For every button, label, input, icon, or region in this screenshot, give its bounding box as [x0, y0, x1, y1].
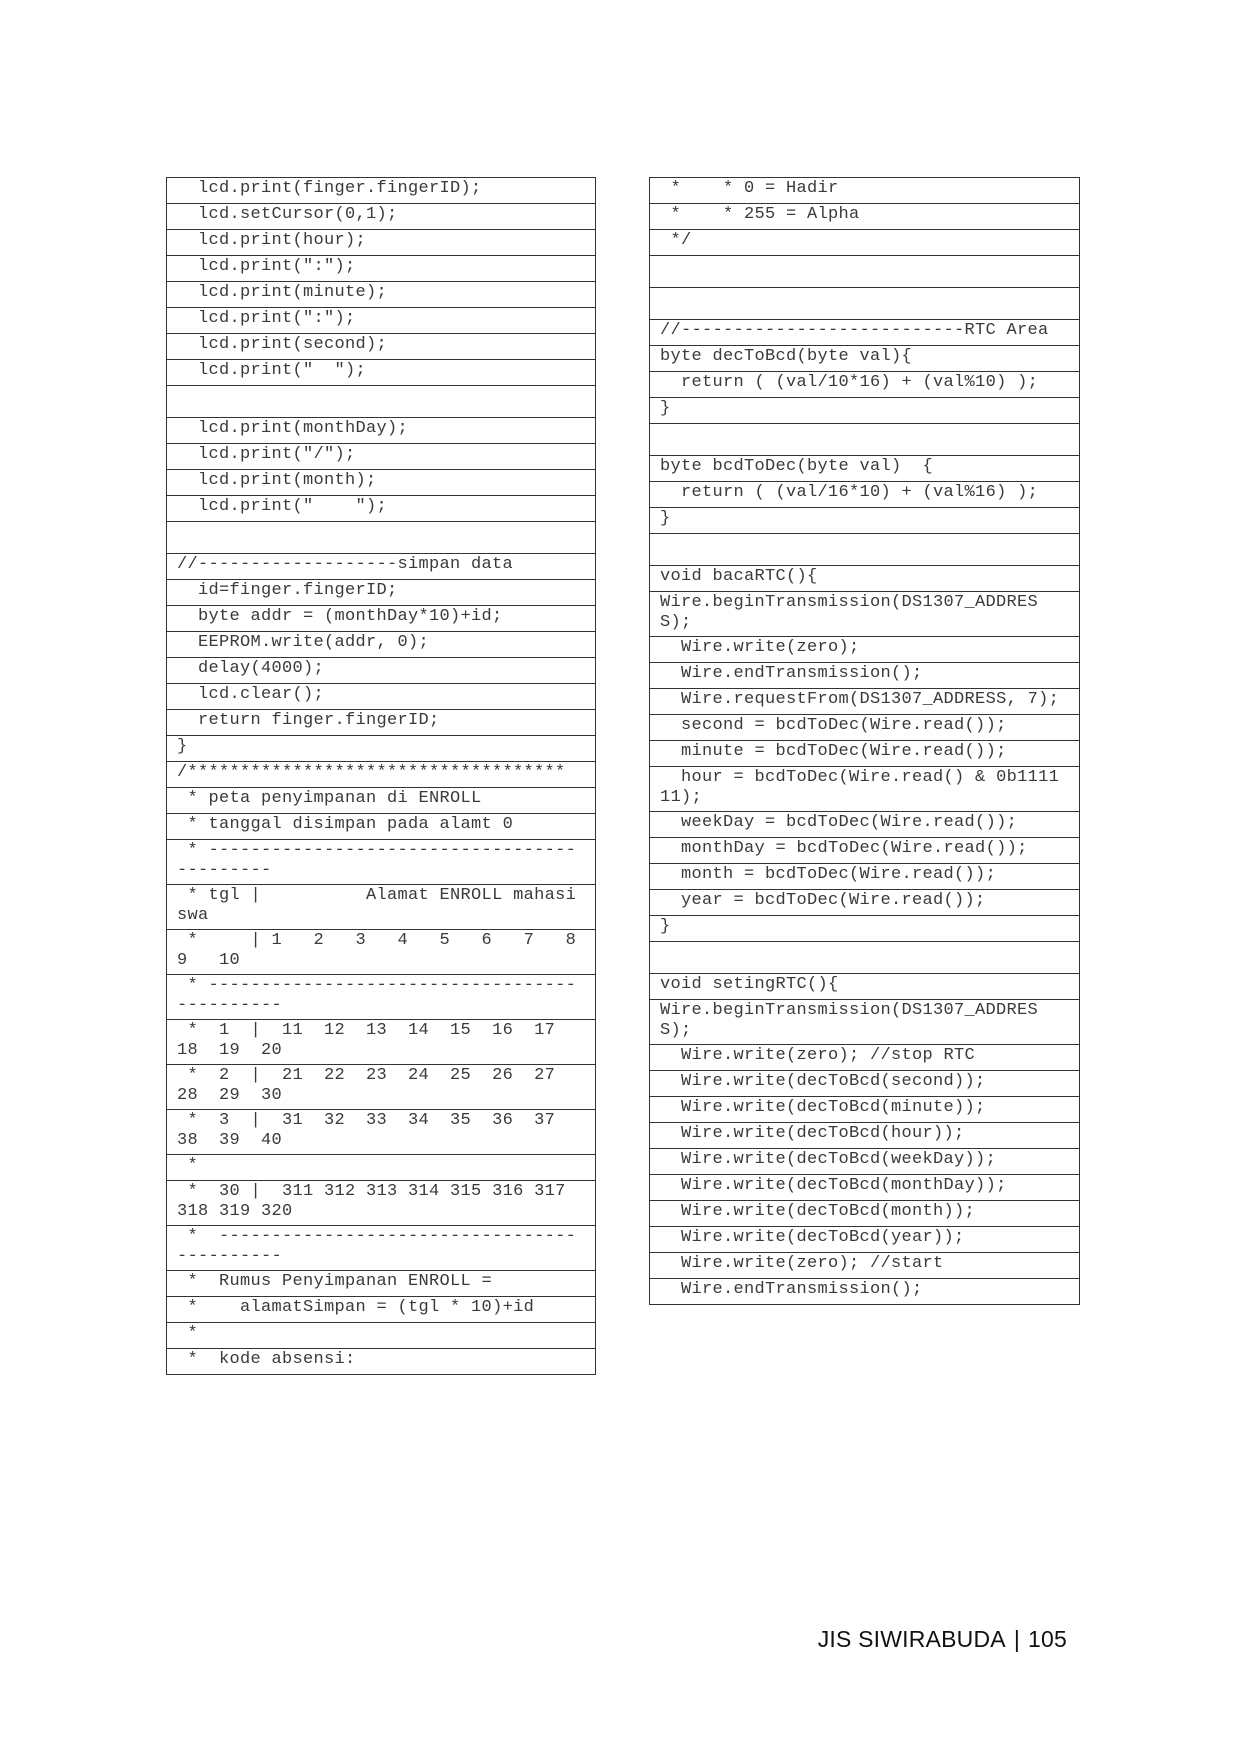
code-line: } — [167, 736, 596, 762]
code-row — [167, 256, 596, 282]
code-row — [167, 736, 596, 762]
code-line: * 30 | 311 312 313 314 315 316 317 318 319 320 — [167, 1181, 596, 1226]
code-row — [650, 767, 1080, 812]
code-table-right — [649, 177, 1080, 1305]
code-line — [650, 424, 1080, 456]
code-row — [167, 814, 596, 840]
code-row — [167, 1155, 596, 1181]
code-row — [167, 554, 596, 580]
code-row — [650, 1227, 1080, 1253]
code-row — [167, 580, 596, 606]
code-row — [167, 522, 596, 554]
code-row — [167, 308, 596, 334]
code-row — [167, 788, 596, 814]
code-row — [650, 256, 1080, 288]
code-row — [167, 975, 596, 1020]
code-row — [167, 360, 596, 386]
code-row — [167, 762, 596, 788]
code-row — [167, 1297, 596, 1323]
code-row — [650, 288, 1080, 320]
code-line: Wire.write(decToBcd(minute)); — [650, 1097, 1080, 1123]
code-row — [167, 840, 596, 885]
code-row — [650, 838, 1080, 864]
code-line: void bacaRTC(){ — [650, 566, 1080, 592]
code-row — [650, 715, 1080, 741]
code-line — [650, 942, 1080, 974]
code-row — [167, 930, 596, 975]
code-line: //---------------------------RTC Area — [650, 320, 1080, 346]
code-row — [650, 1253, 1080, 1279]
code-line: lcd.print(hour); — [167, 230, 596, 256]
code-line: } — [650, 398, 1080, 424]
code-row — [167, 1181, 596, 1226]
code-row — [650, 1045, 1080, 1071]
code-row — [167, 178, 596, 204]
code-line: lcd.print(" "); — [167, 360, 596, 386]
code-row — [167, 386, 596, 418]
code-line: lcd.print(finger.fingerID); — [167, 178, 596, 204]
code-table-left-body — [167, 178, 608, 1375]
code-line: * tgl | Alamat ENROLL mahasiswa — [167, 885, 596, 930]
code-line: return finger.fingerID; — [167, 710, 596, 736]
code-line — [650, 288, 1080, 320]
code-line: * Rumus Penyimpanan ENROLL = — [167, 1271, 596, 1297]
code-row — [650, 1279, 1080, 1305]
code-line: //-------------------simpan data — [167, 554, 596, 580]
code-row — [167, 885, 596, 930]
code-line: * alamatSimpan = (tgl * 10)+id — [167, 1297, 596, 1323]
code-row — [650, 1149, 1080, 1175]
code-line: * --------------------------------------------- — [167, 975, 596, 1020]
code-line: * — [167, 1155, 596, 1181]
code-row — [650, 320, 1080, 346]
code-row — [650, 864, 1080, 890]
code-line: * 3 | 31 32 33 34 35 36 37 38 39 40 — [167, 1110, 596, 1155]
code-row — [167, 1349, 596, 1375]
code-line: return ( (val/16*10) + (val%16) ); — [650, 482, 1080, 508]
code-line: lcd.print(minute); — [167, 282, 596, 308]
code-line: lcd.print(month); — [167, 470, 596, 496]
code-row — [650, 372, 1080, 398]
code-line: Wire.beginTransmission(DS1307_ADDRESS); — [650, 1000, 1080, 1045]
code-row — [167, 1020, 596, 1065]
code-row — [167, 658, 596, 684]
code-row — [650, 424, 1080, 456]
code-table-right-body — [650, 178, 1080, 1305]
code-line: * kode absensi: — [167, 1349, 596, 1375]
code-line: delay(4000); — [167, 658, 596, 684]
code-row — [167, 684, 596, 710]
code-line — [650, 534, 1080, 566]
code-line: lcd.print(":"); — [167, 308, 596, 334]
code-line: return ( (val/10*16) + (val%10) ); — [650, 372, 1080, 398]
code-line: Wire.write(decToBcd(year)); — [650, 1227, 1080, 1253]
code-row — [650, 1201, 1080, 1227]
code-row — [167, 710, 596, 736]
code-line: * | 1 2 3 4 5 6 7 8 9 10 — [167, 930, 596, 975]
code-line: Wire.endTransmission(); — [650, 663, 1080, 689]
code-line: Wire.endTransmission(); — [650, 1279, 1080, 1305]
code-row — [650, 1000, 1080, 1045]
code-row — [167, 1271, 596, 1297]
code-row — [650, 482, 1080, 508]
code-row — [650, 812, 1080, 838]
code-line: Wire.write(decToBcd(monthDay)); — [650, 1175, 1080, 1201]
code-row — [650, 942, 1080, 974]
code-row — [650, 534, 1080, 566]
code-row — [650, 508, 1080, 534]
code-line: byte bcdToDec(byte val) { — [650, 456, 1080, 482]
code-line: lcd.print(second); — [167, 334, 596, 360]
code-line: Wire.write(decToBcd(hour)); — [650, 1123, 1080, 1149]
code-line: Wire.write(zero); //stop RTC — [650, 1045, 1080, 1071]
code-row — [650, 689, 1080, 715]
code-row — [650, 1097, 1080, 1123]
code-line: lcd.clear(); — [167, 684, 596, 710]
code-row — [167, 282, 596, 308]
code-line: * * 0 = Hadir — [650, 178, 1080, 204]
code-line: weekDay = bcdToDec(Wire.read()); — [650, 812, 1080, 838]
code-row — [650, 204, 1080, 230]
code-line — [167, 386, 596, 418]
code-line: */ — [650, 230, 1080, 256]
code-row — [167, 1226, 596, 1271]
code-line: * 1 | 11 12 13 14 15 16 17 18 19 20 — [167, 1020, 596, 1065]
code-row — [167, 230, 596, 256]
code-line: * peta penyimpanan di ENROLL — [167, 788, 596, 814]
code-line: Wire.requestFrom(DS1307_ADDRESS, 7); — [650, 689, 1080, 715]
code-row — [167, 496, 596, 522]
code-row — [650, 637, 1080, 663]
code-row — [167, 1323, 596, 1349]
code-row — [650, 916, 1080, 942]
code-line: Wire.write(decToBcd(weekDay)); — [650, 1149, 1080, 1175]
code-line: month = bcdToDec(Wire.read()); — [650, 864, 1080, 890]
code-row — [167, 632, 596, 658]
code-line: Wire.beginTransmission(DS1307_ADDRESS); — [650, 592, 1080, 637]
code-line: Wire.write(zero); //start — [650, 1253, 1080, 1279]
code-line: Wire.write(zero); — [650, 637, 1080, 663]
code-row — [167, 470, 596, 496]
code-line: monthDay = bcdToDec(Wire.read()); — [650, 838, 1080, 864]
code-line: Wire.write(decToBcd(month)); — [650, 1201, 1080, 1227]
code-line: year = bcdToDec(Wire.read()); — [650, 890, 1080, 916]
code-line: * 2 | 21 22 23 24 25 26 27 28 29 30 — [167, 1065, 596, 1110]
code-line: minute = bcdToDec(Wire.read()); — [650, 741, 1080, 767]
code-line — [650, 256, 1080, 288]
code-line: lcd.print(monthDay); — [167, 418, 596, 444]
code-row — [650, 1071, 1080, 1097]
code-line: lcd.print(" "); — [167, 496, 596, 522]
code-row — [167, 1110, 596, 1155]
code-line: void setingRTC(){ — [650, 974, 1080, 1000]
code-line: lcd.setCursor(0,1); — [167, 204, 596, 230]
code-line: second = bcdToDec(Wire.read()); — [650, 715, 1080, 741]
code-row — [650, 230, 1080, 256]
code-line: * tanggal disimpan pada alamt 0 — [167, 814, 596, 840]
code-line: lcd.print("/"); — [167, 444, 596, 470]
code-line: EEPROM.write(addr, 0); — [167, 632, 596, 658]
code-row — [650, 398, 1080, 424]
code-line: Wire.write(decToBcd(second)); — [650, 1071, 1080, 1097]
code-row — [650, 346, 1080, 372]
page-footer — [818, 1626, 1067, 1653]
code-line: * — [167, 1323, 596, 1349]
code-row — [167, 606, 596, 632]
code-line: } — [650, 916, 1080, 942]
code-row — [650, 663, 1080, 689]
code-row — [167, 418, 596, 444]
code-line: id=finger.fingerID; — [167, 580, 596, 606]
code-line — [167, 522, 596, 554]
code-row — [167, 1065, 596, 1110]
code-row — [650, 1123, 1080, 1149]
code-row — [650, 456, 1080, 482]
code-row — [167, 204, 596, 230]
code-line: * -------------------------------------------- — [167, 840, 596, 885]
code-line: /************************************ — [167, 762, 596, 788]
code-row — [167, 444, 596, 470]
journal-name: JIS SIWIRABUDA — [817, 1626, 1006, 1652]
code-line: * * 255 = Alpha — [650, 204, 1080, 230]
code-line: hour = bcdToDec(Wire.read() & 0b111111); — [650, 767, 1080, 812]
code-line: byte decToBcd(byte val){ — [650, 346, 1080, 372]
page-number: 105 — [1028, 1626, 1067, 1652]
code-table-left — [166, 177, 608, 1375]
code-row — [650, 974, 1080, 1000]
footer-separator: | — [1013, 1626, 1021, 1652]
code-row — [167, 334, 596, 360]
code-row — [650, 592, 1080, 637]
code-row — [650, 178, 1080, 204]
code-line: * -------------------------------------------- — [167, 1226, 596, 1271]
code-line: byte addr = (monthDay*10)+id; — [167, 606, 596, 632]
code-row — [650, 890, 1080, 916]
code-row — [650, 1175, 1080, 1201]
code-line: lcd.print(":"); — [167, 256, 596, 282]
code-line: } — [650, 508, 1080, 534]
code-row — [650, 741, 1080, 767]
code-row — [650, 566, 1080, 592]
